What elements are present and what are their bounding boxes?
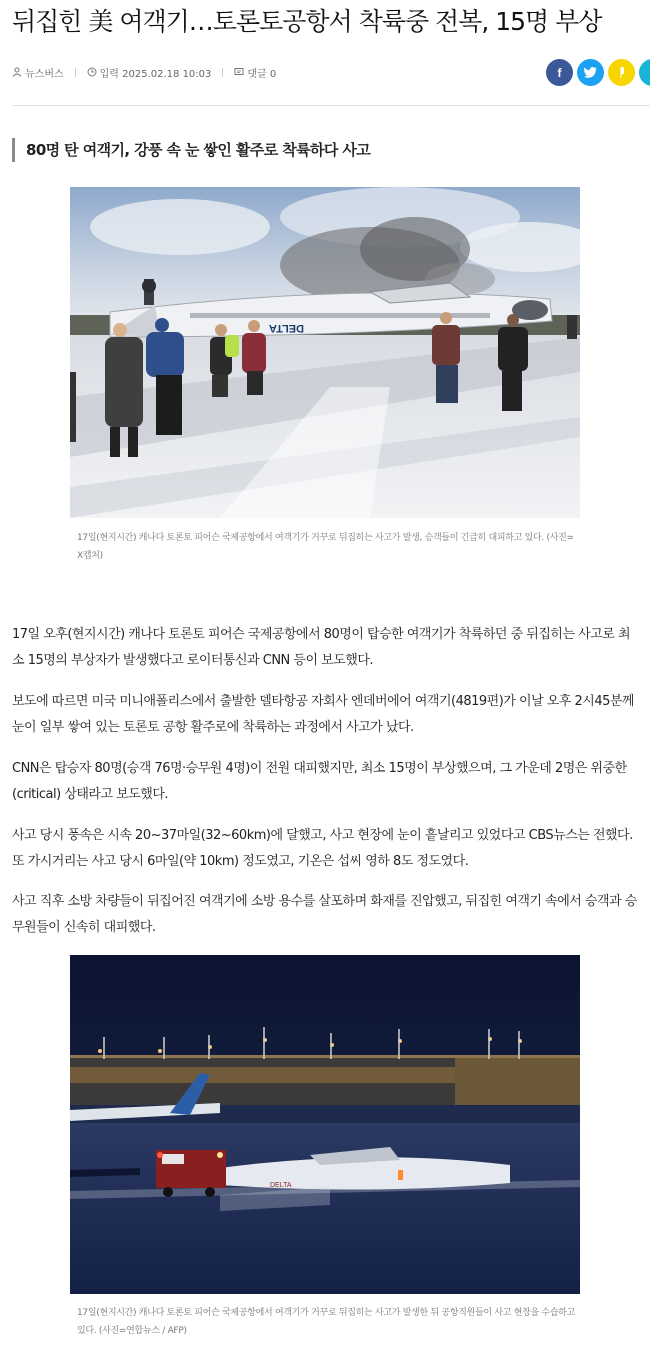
crash-photo-day	[70, 187, 580, 518]
source-item[interactable]	[12, 65, 64, 80]
crash-photo-night	[70, 955, 580, 1294]
facebook-icon: f	[557, 65, 562, 80]
extra-share-button[interactable]	[639, 59, 650, 86]
article-paragraph: 17일 오후(현지시간) 캐나다 토론토 피어슨 국제공항에서 80명이 탑승한 여객기가 착륙하던 중 뒤집히는 사고로 최소 15명의 부상자가 발생했다고 로이터통신과 CNN 등이 보도했다.	[12, 627, 631, 668]
article-paragraph: CNN은 탑승자 80명(승객 76명·승무원 4명)이 전원 대피했지만, 최소 15명이 부상했으며, 그 가운데 2명은 위중한(critical) 상태라고 보도했다.	[12, 761, 627, 802]
article-subtitle: 80명 탄 여객기, 강풍 속 눈 쌓인 활주로 착륙하다 사고	[12, 138, 370, 162]
kakao-share-button[interactable]	[608, 59, 635, 86]
comments-item[interactable]	[234, 65, 276, 80]
share-buttons	[546, 59, 650, 86]
photo-caption: 17일(현지시간) 캐나다 토론토 피어슨 국제공항에서 여객기가 거꾸로 뒤집히는 사고가 발생한 뒤 공항직원들이 사고 현장을 수습하고 있다. (사진=연합뉴스 / AFP)	[77, 1308, 576, 1336]
article-meta	[12, 64, 276, 80]
article-title: 뒤집힌 美 여객기…토론토공항서 착륙중 전복, 15명 부상	[12, 7, 602, 36]
comment-icon	[234, 67, 244, 77]
article-paragraph: 사고 당시 풍속은 시속 20~37마일(32~60km)에 달했고, 사고 현장에 눈이 흩날리고 있었다고 CBS뉴스는 전했다. 또 가시거리는 사고 당시 6마일(약 10km) 정도였고, 기온은 섭씨 영하 8도 정도였다.	[12, 828, 633, 869]
twitter-share-button[interactable]	[577, 59, 604, 86]
facebook-share-button[interactable]	[546, 59, 573, 86]
kakao-story-icon	[616, 66, 628, 80]
clock-icon	[87, 67, 97, 77]
comment-count: 댓글 0	[247, 68, 277, 80]
svg-text:DELTA: DELTA	[270, 1182, 292, 1189]
article-paragraph: 사고 직후 소방 차량들이 뒤집어진 여객기에 소방 용수를 살포하며 화재를 진압했고, 뒤집힌 여객기 속에서 승객과 승무원들이 신속히 대피했다.	[12, 894, 637, 935]
date-item	[87, 65, 212, 80]
photo-caption: 17일(현지시간) 캐나다 토론토 피어슨 국제공항에서 여객기가 거꾸로 뒤집히는 사고가 발생, 승객들이 긴급히 대피하고 있다. (사진= X캡처)	[77, 533, 574, 561]
person-icon	[12, 67, 22, 77]
meta-divider	[75, 68, 76, 77]
svg-text:DELTA: DELTA	[268, 322, 304, 334]
header-divider	[12, 105, 650, 106]
source-name: 뉴스버스	[25, 68, 64, 80]
meta-divider	[222, 68, 223, 77]
twitter-icon	[584, 67, 597, 78]
publish-date: 입력 2025.02.18 10:03	[99, 68, 212, 80]
article-paragraph: 보도에 따르면 미국 미니애폴리스에서 출발한 델타항공 자회사 엔데버에어 여객기(4819편)가 이날 오후 2시45분께 눈이 일부 쌓여 있는 토론토 공항 활주로에 착륙하는 과정에서 사고가 났다.	[12, 694, 634, 735]
